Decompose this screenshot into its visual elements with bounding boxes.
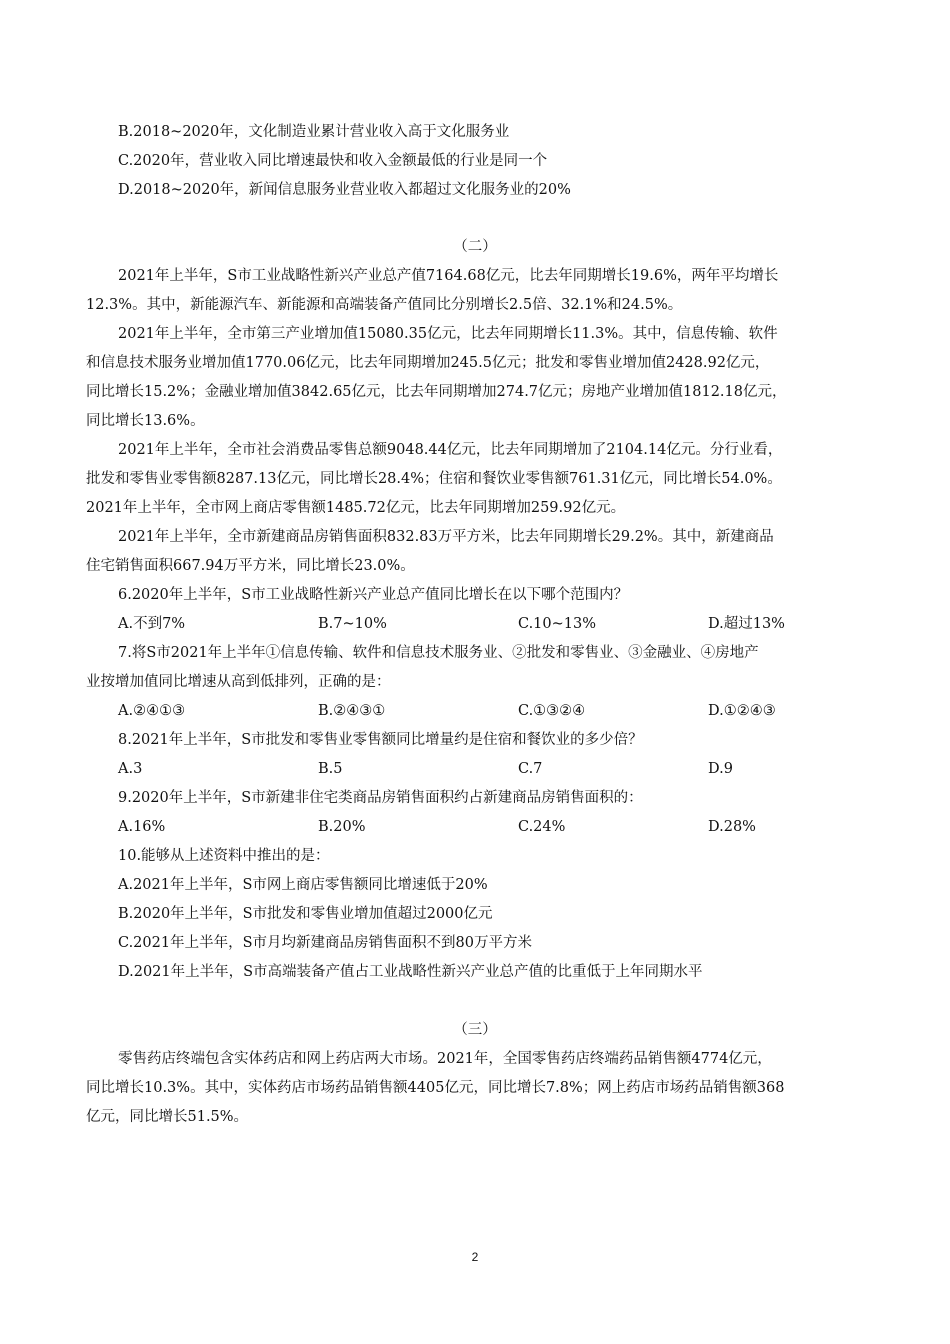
question-10-stem: 10.能够从上述资料中推出的是：	[118, 848, 330, 864]
question-9-stem: 9.2020年上半年，S市新建非住宅类商品房销售面积约占新建商品房销售面积的：	[118, 790, 643, 806]
s2-p2-line-4: 同比增长13.6%。	[86, 413, 205, 429]
s3-line-3: 亿元，同比增长51.5%。	[86, 1109, 249, 1125]
prev-option-c: C.2020年，营业收入同比增速最快和收入金额最低的行业是同一个	[118, 153, 548, 169]
s2-p4-line-1: 2021年上半年，全市新建商品房销售面积832.83万平方米，比去年同期增长29.2%。其中，新建商品	[118, 529, 774, 545]
q9-option-d: D.28%	[708, 819, 756, 835]
s2-p3-line-1: 2021年上半年，全市社会消费品零售总额9048.44亿元，比去年同期增加了2104.14亿元。分行业看，	[118, 442, 783, 458]
q8-option-d: D.9	[708, 761, 733, 777]
s3-line-2: 同比增长10.3%。其中，实体药店市场药品销售额4405亿元，同比增长7.8%；网上药店市场药品销售额368	[86, 1080, 785, 1096]
s2-p2-line-2: 和信息技术服务业增加值1770.06亿元，比去年同期增加245.5亿元；批发和零售业增加值2428.92亿元，	[86, 355, 770, 371]
question-8-stem: 8.2021年上半年，S市批发和零售业零售额同比增量约是住宿和餐饮业的多少倍？	[118, 732, 643, 748]
q10-option-a: A.2021年上半年，S市网上商店零售额同比增速低于20%	[118, 877, 488, 893]
q9-option-c: C.24%	[518, 819, 566, 835]
q7-option-a: A.②④①③	[118, 703, 186, 719]
q10-option-c: C.2021年上半年，S市月均新建商品房销售面积不到80万平方米	[118, 935, 532, 951]
q6-option-a: A.不到7%	[118, 616, 186, 632]
q8-option-c: C.7	[518, 761, 543, 777]
question-7-stem-1: 7.将S市2021年上半年①信息传输、软件和信息技术服务业、②批发和零售业、③金融业、④房地产	[118, 645, 759, 661]
s2-p3-line-3: 2021年上半年，全市网上商店零售额1485.72亿元，比去年同期增加259.92亿元。	[86, 500, 626, 516]
s2-p1-line-2: 12.3%。其中，新能源汽车、新能源和高端装备产值同比分别增长2.5倍、32.1%和24.5%。	[86, 297, 683, 313]
s2-p2-line-3: 同比增长15.2%；金融业增加值3842.65亿元，比去年同期增加274.7亿元；房地产业增加值1812.18亿元，	[86, 384, 787, 400]
q6-option-d: D.超过13%	[708, 616, 785, 632]
q8-option-a: A.3	[118, 761, 143, 777]
page-number: 2	[471, 1250, 479, 1264]
section-2-title: （二）	[453, 239, 497, 255]
prev-option-d: D.2018~2020年，新闻信息服务业营业收入都超过文化服务业的20%	[118, 182, 571, 198]
q8-option-b: B.5	[318, 761, 343, 777]
q9-option-a: A.16%	[118, 819, 166, 835]
q7-option-b: B.②④③①	[318, 703, 386, 719]
question-7-stem-2: 业按增加值同比增速从高到低排列，正确的是：	[86, 674, 391, 690]
q10-option-d: D.2021年上半年，S市高端装备产值占工业战略性新兴产业总产值的比重低于上年同期水平	[118, 964, 703, 980]
q9-option-b: B.20%	[318, 819, 366, 835]
q10-option-b: B.2020年上半年，S市批发和零售业增加值超过2000亿元	[118, 906, 493, 922]
q7-option-c: C.①③②④	[518, 703, 586, 719]
s3-line-1: 零售药店终端包含实体药店和网上药店两大市场。2021年，全国零售药店终端药品销售额4774亿元，	[118, 1051, 772, 1067]
s2-p3-line-2: 批发和零售业零售额8287.13亿元，同比增长28.4%；住宿和餐饮业零售额761.31亿元，同比增长54.0%。	[86, 471, 782, 487]
s2-p4-line-2: 住宅销售面积667.94万平方米，同比增长23.0%。	[86, 558, 415, 574]
s2-p1-line-1: 2021年上半年，S市工业战略性新兴产业总产值7164.68亿元，比去年同期增长19.6%，两年平均增长	[118, 268, 779, 284]
s2-p2-line-1: 2021年上半年，全市第三产业增加值15080.35亿元，比去年同期增长11.3%。其中，信息传输、软件	[118, 326, 778, 342]
q6-option-b: B.7~10%	[318, 616, 387, 632]
section-3-title: （三）	[453, 1022, 497, 1038]
prev-option-b: B.2018~2020年，文化制造业累计营业收入高于文化服务业	[118, 124, 510, 140]
q7-option-d: D.①②④③	[708, 703, 776, 719]
question-6-stem: 6.2020年上半年，S市工业战略性新兴产业总产值同比增长在以下哪个范围内？	[118, 587, 629, 603]
q6-option-c: C.10~13%	[518, 616, 597, 632]
